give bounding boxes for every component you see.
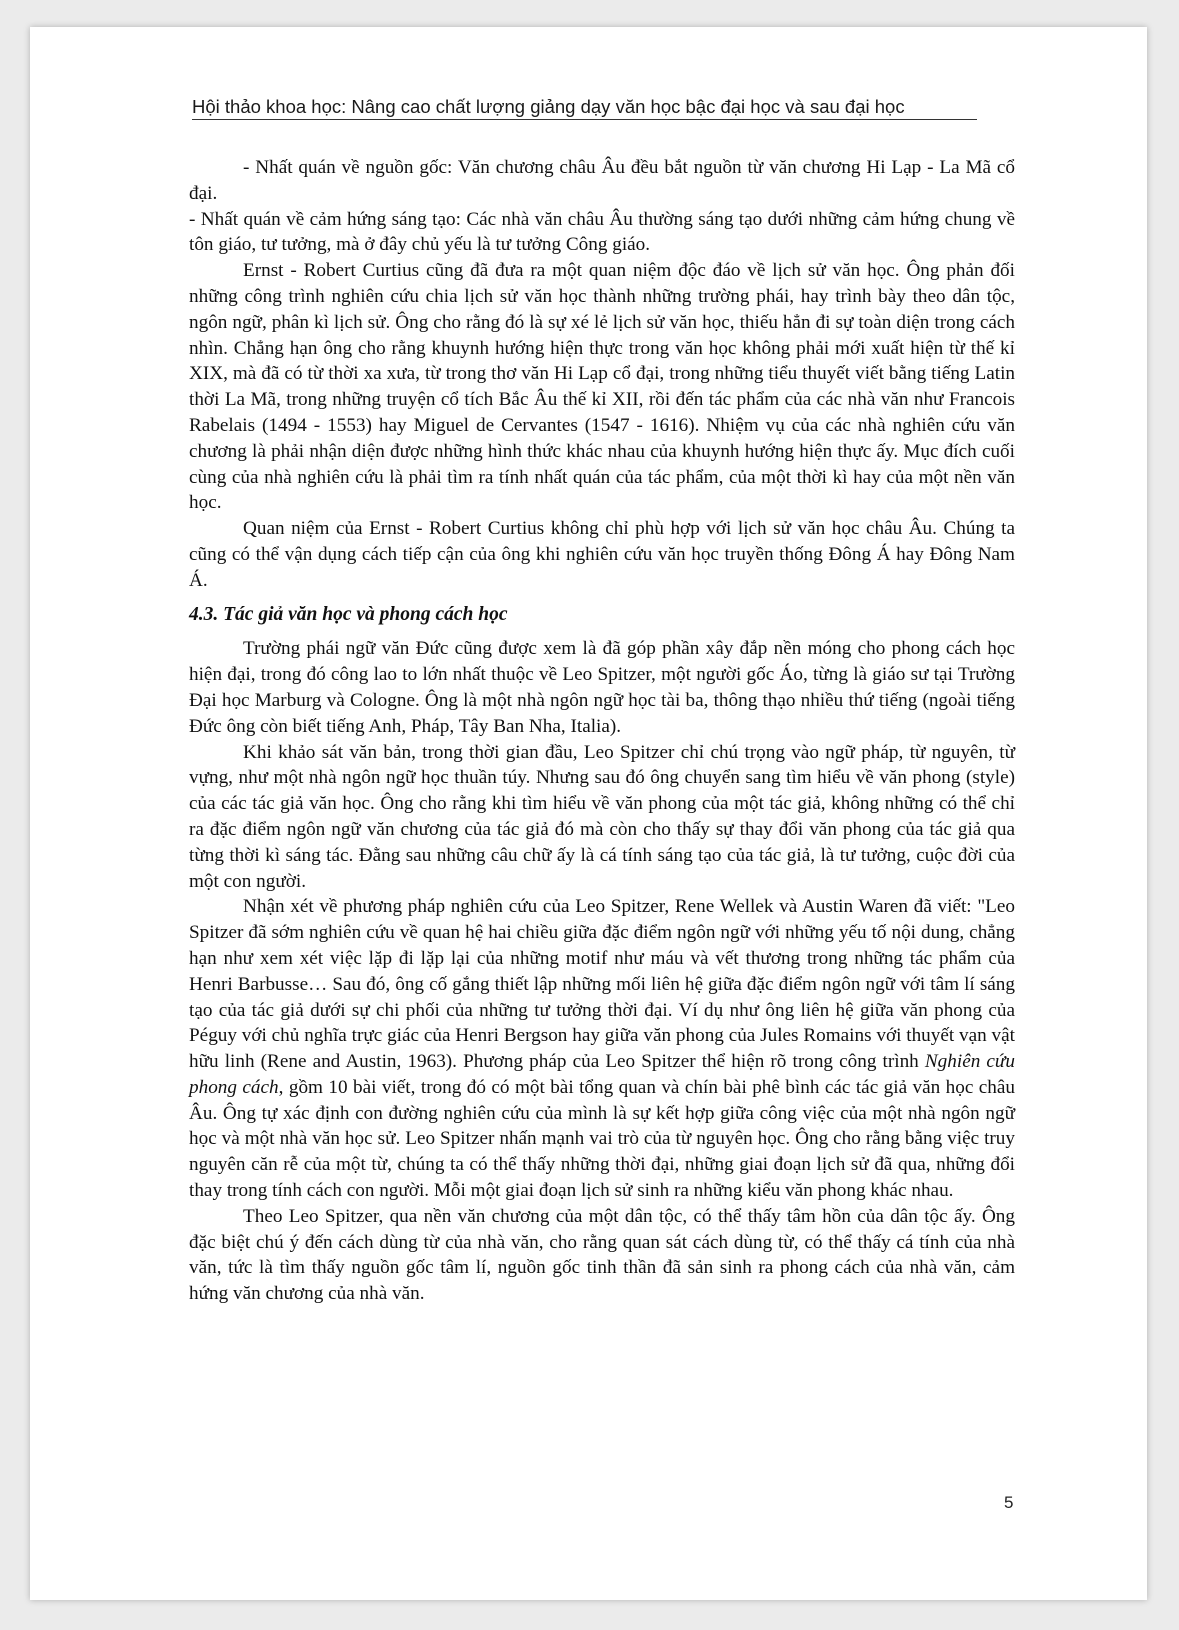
book-title: Nghiên cứu phong cách [189, 1051, 1015, 1098]
paragraph-inspiration-consistency: - Nhất quán về cảm hứng sáng tạo: Các nhà văn châu Âu thường sáng tạo dưới những cảm hứng chung về tôn giáo, tư tưởng, mà ở đây chủ yếu là tư tưởng Công giáo. [189, 208, 1015, 256]
section-heading: 4.3. Tác giả văn học và phong cách học [189, 603, 508, 625]
quote-text-part-1: Nhận xét về phương pháp nghiên cứu của Leo Spitzer, Rene Wellek và Austin Waren đã viết: "Leo Spitzer đã sớm nghiên cứu về quan hệ hai chiều giữa đặc điểm ngôn ngữ với những yếu tố nội dung, chẳng hạn như xem xét việc lặp đi lặp lại của những motif như máu và vết thương trong những tác phẩm của Henri Barbusse… Sau đó, ông cố gắng thiết lập những mối liên hệ giữa đặc điểm ngôn ngữ với tâm lí sáng tạo của tác giả dưới sự chi phối của những tư tưởng thời đại. Ví dụ như ông liên hệ giữa văn phong của Péguy với chủ nghĩa trực giác của Henri Bergson hay giữa văn phong của Jules Romains với thuyết vạn vật hữu linh (Rene and Austin, 1963). Phương pháp của Leo Spitzer thể hiện rõ trong công trình [189, 896, 1015, 1073]
quote-text-part-2: , gồm 10 bài viết, trong đó có một bài tổng quan và chín bài phê bình các tác giả văn học châu Âu. Ông tự xác định con đường nghiên cứu của mình là sự kết hợp giữa công việc của một nhà ngôn ngữ học và một nhà văn học sử. Leo Spitzer nhấn mạnh vai trò của từ nguyên học. Ông cho rằng bằng việc truy nguyên căn rễ của một từ, chúng ta có thể thấy những thời đại, những giai đoạn lịch sử đã qua, những đổi thay trong tính cách con người. Mỗi một giai đoạn lịch sử sinh ra những kiểu văn phong khác nhau. [189, 1076, 1015, 1202]
paragraph-wellek-warren-quote [189, 894, 1015, 1204]
paragraph-spitzer-word-usage: Theo Leo Spitzer, qua nền văn chương của một dân tộc, có thể thấy tâm hồn của dân tộc ấy. Ông đặc biệt chú ý đến cách dùng từ của nhà văn, cho rằng quan sát cách dùng từ, có thể thấy cá tính của nhà văn, tức là tìm thấy nguồn gốc tâm lí, nguồn gốc tinh thần đã sản sinh ra phong cách của nhà văn, cảm hứng văn chương của nhà văn. [189, 1205, 1015, 1305]
running-header: Hội thảo khoa học: Nâng cao chất lượng giảng dạy văn học bậc đại học và sau đại học [192, 96, 977, 120]
paragraph-spitzer-style: Khi khảo sát văn bản, trong thời gian đầu, Leo Spitzer chỉ chú trọng vào ngữ pháp, từ nguyên, từ vựng, như một nhà ngôn ngữ học thuần túy. Nhưng sau đó ông chuyển sang tìm hiểu về văn phong (style) của các tác giả văn học. Ông cho rằng khi tìm hiểu về văn phong của một tác giả, không những có thể chỉ ra đặc điểm ngôn ngữ văn chương của tác giả đó mà còn cho thấy sự thay đổi văn phong của tác giả qua từng thời kì sáng tác. Đằng sau những câu chữ ấy là cá tính sáng tạo của tác giả, là tư tưởng, cuộc đời của một con người. [189, 741, 1015, 892]
paragraph-curtius-view: Ernst - Robert Curtius cũng đã đưa ra một quan niệm độc đáo về lịch sử văn học. Ông phản đối những công trình nghiên cứu chia lịch sử văn học thành những trường phái, hay trình bày theo dân tộc, ngôn ngữ, phân kì lịch sử. Ông cho rằng đó là sự xé lẻ lịch sử văn học, thiếu hẳn đi sự toàn diện trong cách nhìn. Chẳng hạn ông cho rằng khuynh hướng hiện thực trong văn học không phải mới xuất hiện từ thế kỉ XIX, mà đã có từ thời xa xưa, từ trong thơ văn Hi Lạp cổ đại, trong những tiểu thuyết viết bằng tiếng Latin thời La Mã, trong những truyện cổ tích Bắc Âu thế kỉ XII, rồi đến tác phẩm của các nhà văn như Francois Rabelais (1494 - 1553) hay Miguel de Cervantes (1547 - 1616). Nhiệm vụ của các nhà nghiên cứu văn chương là phải nhận diện được những hình thức khác nhau của khuynh hướng hiện thực ấy. Mục đích cuối cùng của nhà nghiên cứu là phải tìm ra tính nhất quán của tác phẩm, của một thời kì hay của một nền văn học. [189, 260, 1015, 514]
page-number: 5 [1004, 1493, 1014, 1512]
paragraph-origin-consistency: - Nhất quán về nguồn gốc: Văn chương châu Âu đều bắt nguồn từ văn chương Hi Lạp - La Mã cổ đại. [189, 157, 1015, 204]
paragraph-spitzer-intro: Trường phái ngữ văn Đức cũng được xem là đã góp phần xây đắp nền móng cho phong cách học hiện đại, trong đó công lao to lớn nhất thuộc về Leo Spitzer, một người gốc Áo, từng là giáo sư tại Trường Đại học Marburg và Cologne. Ông là một nhà ngôn ngữ học tài ba, thông thạo nhiều thứ tiếng (ngoài tiếng Đức ông còn biết tiếng Anh, Pháp, Tây Ban Nha, Italia). [189, 638, 1015, 737]
paragraph-curtius-application: Quan niệm của Ernst - Robert Curtius không chỉ phù hợp với lịch sử văn học châu Âu. Chúng ta cũng có thể vận dụng cách tiếp cận của ông khi nghiên cứu văn học truyền thống Đông Á hay Đông Nam Á. [189, 518, 1015, 591]
document-body [189, 155, 1015, 1307]
